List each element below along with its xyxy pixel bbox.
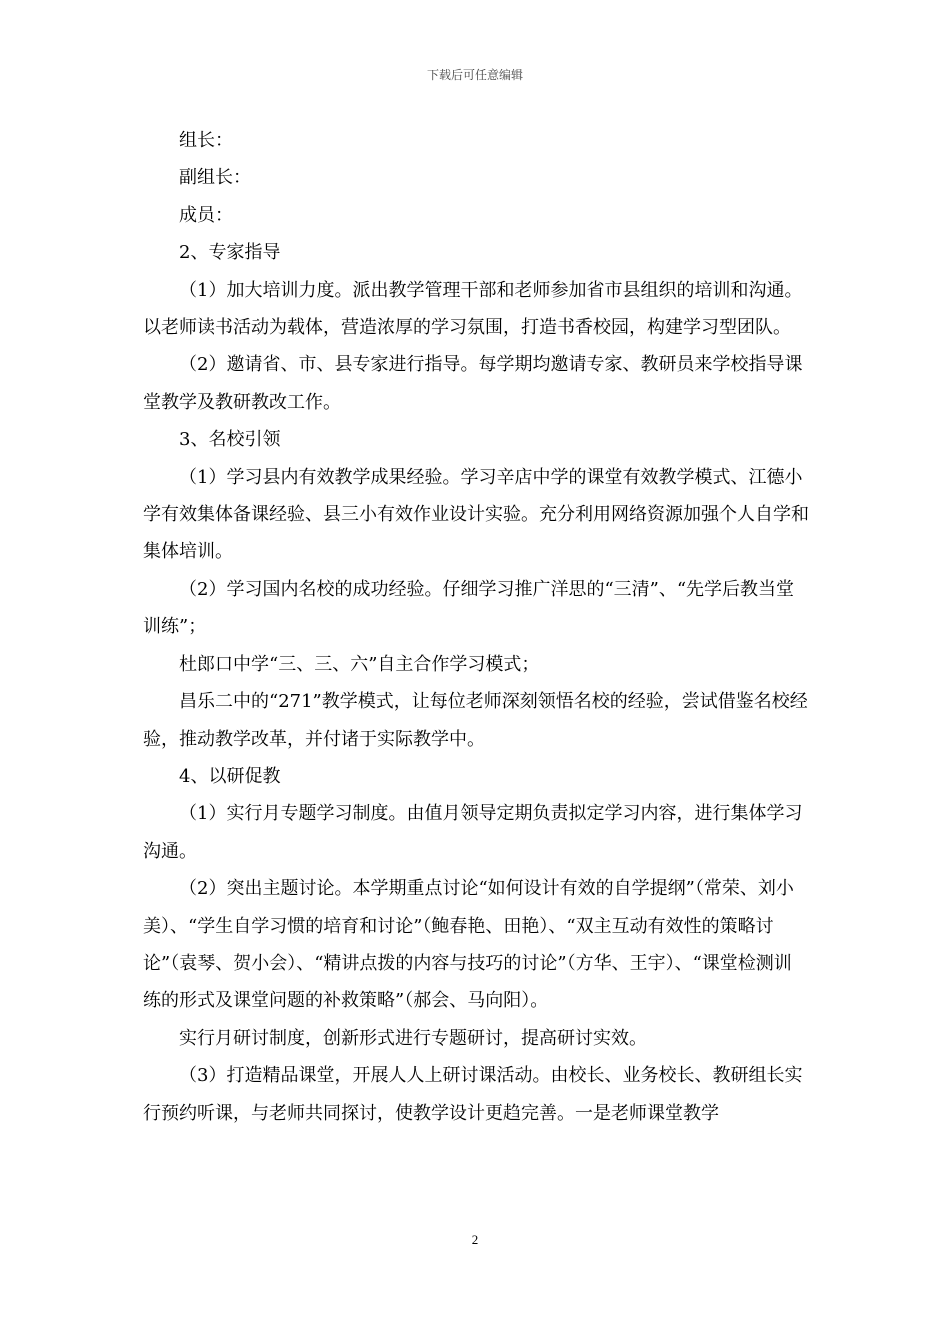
paragraph: （1）加大培训力度。派出教学管理干部和老师参加省市县组织的培训和沟通。以老师读书活动为载体，营造浓厚的学习氛围，打造书香校园，构建学习型团队。 (143, 279, 803, 339)
paragraph: （1）学习县内有效教学成果经验。学习辛店中学的课堂有效教学模式、江德小学有效集体备课经验、县三小有效作业设计实验。充分利用网络资源加强个人自学和集体培训。 (143, 466, 809, 563)
section-heading-famous-schools: 3、名校引领 (179, 429, 281, 451)
paragraph: （2）学习国内名校的成功经验。仔细学习推广洋思的“三清”、“先学后教当堂训练”； (143, 578, 795, 638)
document-body (143, 122, 809, 1132)
section-heading-expert-guidance: 2、专家指导 (179, 242, 281, 264)
paragraph-group-leader: 组长： (179, 130, 233, 151)
paragraph: 实行月研讨制度，创新形式进行专题研讨，提高研讨实效。 (179, 1027, 647, 1049)
paragraph: （3）打造精品课堂，开展人人上研讨课活动。由校长、业务校长、教研组长实行预约听课，与老师共同探讨，使教学设计更趋完善。一是老师课堂教学 (143, 1065, 803, 1124)
paragraph: （2）突出主题讨论。本学期重点讨论“如何设计有效的自学提纲”（常荣、刘小美）、“学生自学习惯的培育和讨论”（鲍春艳、田艳）、“双主互动有效性的策略讨论”（袁琴、贺小会）、“精讲点拨的内容与技巧的讨论”（方华、王宇）、“课堂检测训练的形式及课堂问题的补救策略”（郝会、马向阳）。 (143, 878, 794, 1012)
paragraph: 杜郎口中学“三、三、六”自主合作学习模式； (179, 653, 540, 675)
paragraph: 昌乐二中的“271”教学模式，让每位老师深刻领悟名校的经验，尝试借鉴名校经验，推动教学改革，并付诸于实际教学中。 (143, 691, 808, 750)
paragraph: （2）邀请省、市、县专家进行指导。每学期均邀请专家、教研员来学校指导课堂教学及教研教改工作。 (143, 354, 803, 413)
paragraph-deputy-leader: 副组长： (179, 167, 251, 189)
page-header: 下载后可任意编辑 (426, 68, 523, 82)
paragraph: （1）实行月专题学习制度。由值月领导定期负责拟定学习内容，进行集体学习沟通。 (143, 803, 803, 862)
paragraph-members: 成员： (179, 204, 233, 226)
section-heading-research: 4、以研促教 (179, 765, 281, 787)
page-number: 2 (471, 1232, 479, 1247)
